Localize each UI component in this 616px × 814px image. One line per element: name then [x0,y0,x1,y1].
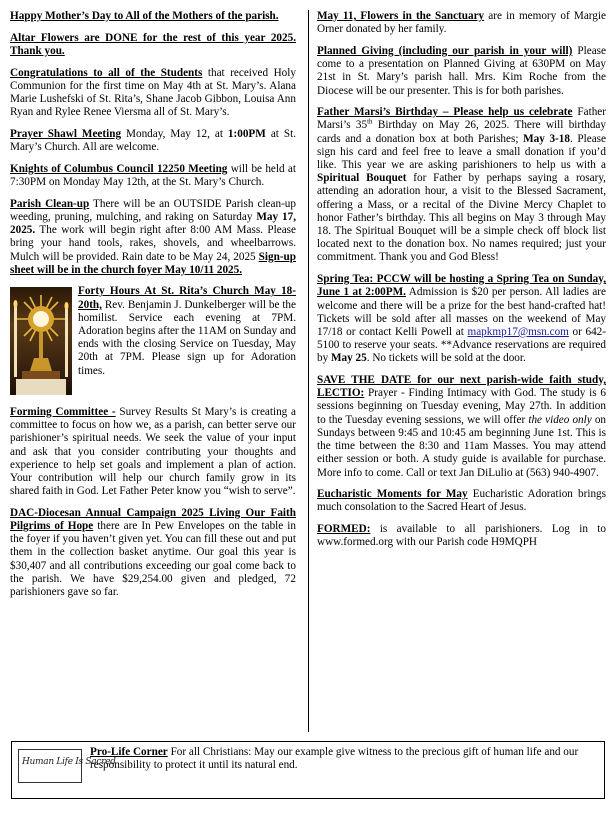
pro-life-logo: Human Life Is Sacred [18,749,82,783]
forming-committee-notice: Forming Committee - Survey Results St Mary’s is creating a committee to focus on how we, as a parish, can better serve our parishioner’s spiritual needs. We seek the value of your input and ask that you consider contributing your thoughts and experience to help set goals and implement a plan of action. Your contribution will help our church family grow in its shared faith in God. Let Father Peter know you “wish to serve”. [10,405,296,498]
pro-life-text: Pro-Life Corner For all Christians: May our example give witness to the precious gift of human life and our responsibility to protect it until its natural end. [90,746,579,772]
lectio-notice: SAVE THE DATE for our next parish-wide faith study, LECTIO: Prayer - Finding Intimacy with God. The study is 6 sessions beginning on Tuesday evening, May 27th. In addition to the Tuesday evening sessions, we will offer the video only on Sundays between 9:45 and 10:45 am beginning June 1st. This is the time between the 8:30 and 11am Masses. You may attend either session or both. A study guide is available for purchase. More info to come. Call or text Jan DiLulio at (563) 940-4907. [317,374,607,479]
left-column [10,10,296,608]
prayer-shawl-notice: Prayer Shawl Meeting Monday, May 12, at 1:00PM at St. Mary’s Church. All are welcome. [10,127,296,154]
eucharistic-notice: Eucharistic Moments for May Eucharistic Adoration brings much consolation to the Sacred Heart of Jesus. [317,488,606,514]
spring-tea-notice: Spring Tea: PCCW will be hosting a Spring Tea on Sunday, June 1 at 2:00PM. Admission is $20 per person. All ladies are welcome and there will be a prize for the best hand-crafted hat! Tickets will be sold after all masses on the weekend of May 17/18 or contact Kelli Powell at mapkmp17@msn.com or 642-5100 to reserve your seats. **Advance reservations are required by May 25. No tickets will be sold at the door. [317,273,606,365]
formed-notice: FORMED: is available to all parishioners. Log in to www.formed.org with our Parish code H9MQPH [317,523,606,549]
birthday-notice: Father Marsi’s Birthday – Please help us celebrate Father Marsi’s 35th Birthday on May 26, 2025. There will birthday cards and a donation box at both Parishes; May 3-18. Please sign his card and feel free to leave a small donation if you’d like. This year we are asking parishioners to help us with a Spiritual Bouquet for Father by perhaps saying a rosary, attending an adoration hour, a visit to the Blessed Sacrament, offering a Mass, or a recital of the Divine Mercy Chaplet to honor Father’s birthday. This all begins on May 3 through May 18. The Spiritual Bouquet will be a simple check off block list located next to the donation box. No names required; just your commitment. Thank you and God Bless! [317,106,606,264]
students-notice: Congratulations to all of the Students that received Holy Communion for the first time on May 4th at St. Mary’s. Alana Marie Lushefski of St. Rita’s, Shane Jacob Gibbon, Louisa Ann Ryan and Rylee Renee Viersma all of St. Mary’s. [10,66,296,119]
pro-life-corner [11,741,605,799]
right-column [317,10,606,558]
knights-notice: Knights of Columbus Council 12250 Meeting will be held at 7:30PM on Monday May 12th, at the St. Mary’s Church. [10,162,296,189]
forty-hours-notice: Forty Hours At St. Rita’s Church May 18-20th, Rev. Benjamin J. Dunkelberger will be the homilist. Service each evening at 7PM. Adoration begins after the 11AM on Sunday and ends with the closing Service on Tuesday, May 20th at 7PM. Please sign up for Adoration times. [10,285,296,397]
dac-campaign-notice: DAC-Diocesan Annual Campaign 2025 Living Our Faith Pilgrims of Hope there are In Pew Envelopes on the table in the foyer if you haven’t given yet. You can fill these out and put them in the collection basket anytime. Our goal this year is $30,407 and all contributions exceeding our goal come back to the parish. We have $29,254.00 given and pledged, 72 parishioners gave so far. [10,506,296,599]
column-divider [308,10,309,732]
cleanup-notice: Parish Clean-up There will be an OUTSIDE Parish clean-up weeding, pruning, mulching, and raking on Saturday May 17, 2025. The work will begin right after 8:00 AM Mass. Please bring your hand tools, rakes, shovels, and wheelbarrows. Mulch will be provided. Rain date to be May 24, 2025 Sign-up sheet will be in the church foyer May 10/11 2025. [10,197,296,276]
email-link[interactable]: mapkmp17@msn.com [467,325,569,338]
altar-flowers-notice: Altar Flowers are DONE for the rest of this year 2025. Thank you. [10,31,296,57]
monstrance-photo [10,287,72,395]
planned-giving-notice: Planned Giving (including our parish in your will) Please come to a presentation on Planned Giving at 630PM on May 21st in St. Mary’s parish hall. Mrs. Kim Roche from the Diocese will be our presenter. This is for both parishes. [317,44,606,97]
sanctuary-flowers-notice: May 11, Flowers in the Sanctuary are in memory of Margie Orner donated by her family. [317,10,606,36]
mothers-day-notice: Happy Mother’s Day to All of the Mothers of the parish. [10,10,279,22]
